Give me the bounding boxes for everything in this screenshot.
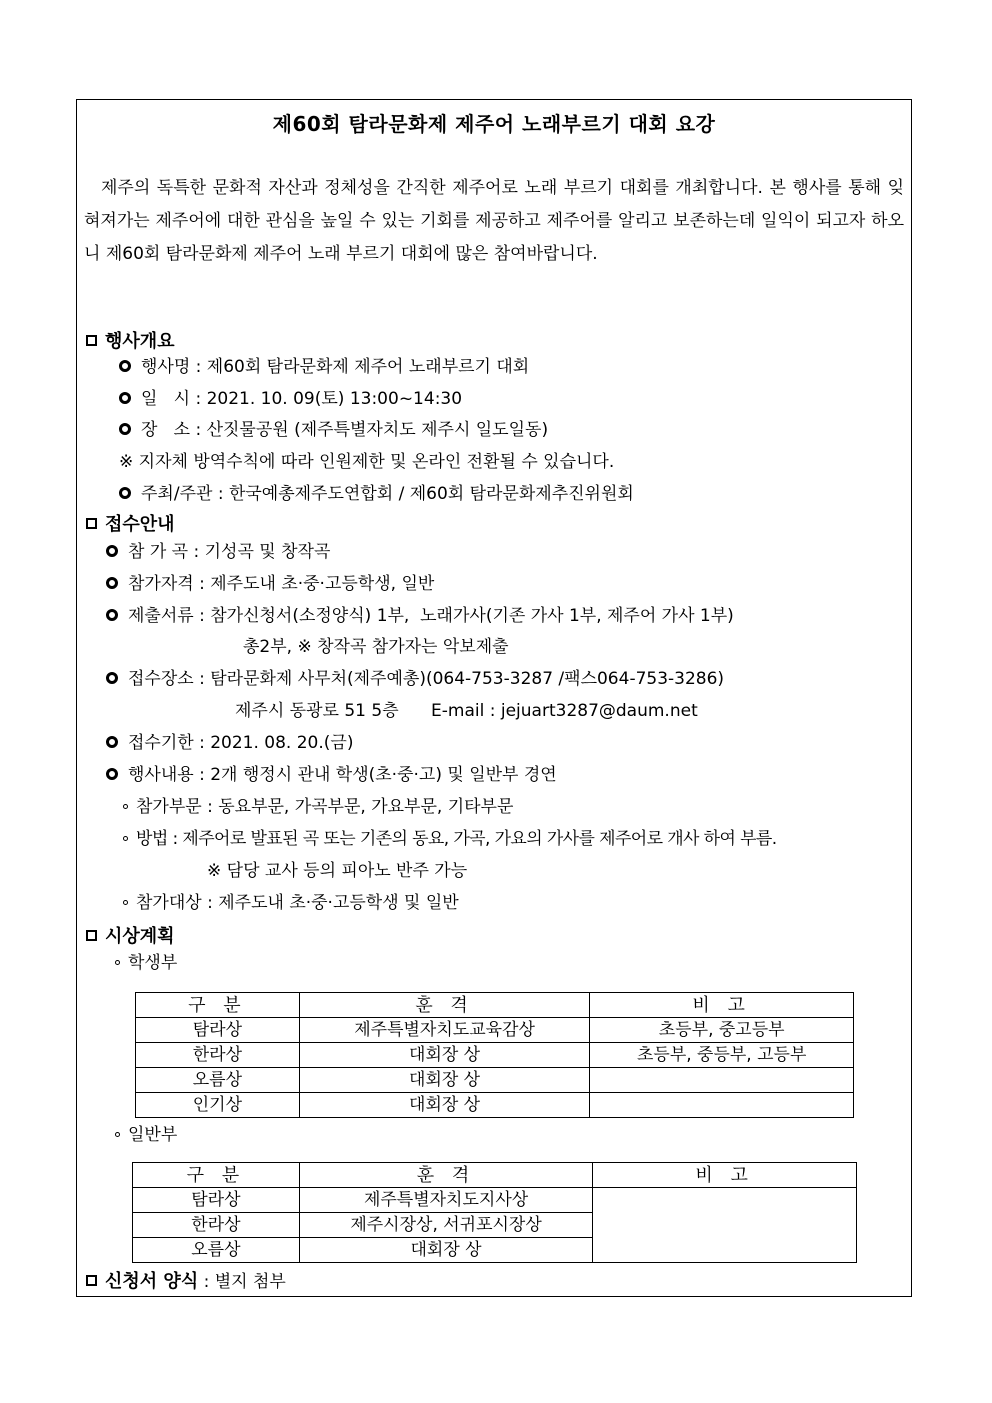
table-cell: 제주시장상, 서귀포시장상 (299, 1213, 593, 1238)
section-application: 신청서 양식 : 별지 첨부 (86, 1270, 286, 1294)
table-header-cell: 비 고 (590, 993, 854, 1018)
small-circle-bullet-icon (115, 960, 120, 965)
table-row (136, 1043, 854, 1068)
awards-student-label: 학생부 (115, 951, 177, 975)
table-row (136, 1018, 854, 1043)
section-registration: 접수안내 (86, 513, 175, 537)
registration-documents: 제출서류 : 참가신청서(소정양식) 1부, 노래가사(기존 가사 1부, 제주어 가사 1부) (106, 604, 734, 628)
table-row (136, 1068, 854, 1093)
document-title: 제60회 탐라문화제 제주어 노래부르기 대회 요강 (272, 112, 716, 136)
intro-text: 제주의 독특한 문화적 자산과 정체성을 간직한 제주어로 노래 부르기 대회를 개최합니다. 본 행사를 통해 잊혀져가는 제주어에 대한 관심을 높일 수 있는 기회를 제공하고 제주어를 알리고 보존하는데 일익이 되고자 하오니 제60회 탐라문화제 제주어 노래 부르기 대회에 많은 참여바랍니다. (84, 178, 904, 264)
awards-general-label: 일반부 (115, 1123, 177, 1147)
table-cell: 한라상 (136, 1043, 300, 1068)
circle-bullet-icon (119, 392, 131, 404)
section-awards: 시상계획 (86, 925, 175, 949)
registration-deadline: 접수기한 : 2021. 08. 20.(금) (106, 731, 353, 755)
square-bullet-icon (86, 1275, 97, 1286)
table-row (133, 1188, 857, 1213)
table-header-cell: 비 고 (593, 1163, 857, 1188)
circle-bullet-icon (106, 672, 118, 684)
registration-songs: 참 가 곡 : 기성곡 및 창작곡 (106, 540, 330, 564)
circle-bullet-icon (106, 768, 118, 780)
overview-event-name: 행사명 : 제60회 탐라문화제 제주어 노래부르기 대회 (119, 355, 529, 379)
table-header-row (133, 1163, 857, 1188)
document-frame (76, 99, 912, 1297)
table-cell: 오름상 (136, 1068, 300, 1093)
registration-method-note: ※ 담당 교사 등의 피아노 반주 가능 (207, 861, 468, 881)
overview-datetime: 일 시 : 2021. 10. 09(토) 13:00~14:30 (119, 387, 462, 411)
circle-bullet-icon (106, 545, 118, 557)
table-cell (590, 1068, 854, 1093)
circle-bullet-icon (106, 736, 118, 748)
small-circle-bullet-icon (115, 1132, 120, 1137)
small-circle-bullet-icon (123, 804, 128, 809)
table-cell: 탐라상 (133, 1188, 300, 1213)
overview-host: 주최/주관 : 한국예총제주도연합회 / 제60회 탐라문화제추진위원회 (119, 482, 634, 506)
small-circle-bullet-icon (123, 836, 128, 841)
registration-content: 행사내용 : 2개 행정시 관내 학생(초·중·고) 및 일반부 경연 (106, 763, 557, 787)
registration-divisions: 참가부문 : 동요부문, 가곡부문, 가요부문, 기타부문 (123, 795, 513, 819)
registration-targets: 참가대상 : 제주도내 초·중·고등학생 및 일반 (123, 891, 459, 915)
table-cell: 대회장 상 (299, 1238, 593, 1263)
circle-bullet-icon (106, 577, 118, 589)
table-header-row (136, 993, 854, 1018)
table-cell: 인기상 (136, 1093, 300, 1118)
table-cell: 제주특별자치도교육감상 (299, 1018, 590, 1043)
table-cell: 대회장 상 (299, 1093, 590, 1118)
table-header-cell: 구 분 (133, 1163, 300, 1188)
square-bullet-icon (86, 930, 97, 941)
student-awards-table (135, 992, 854, 1118)
circle-bullet-icon (119, 487, 131, 499)
table-cell (590, 1093, 854, 1118)
registration-documents-cont: 총2부, ※ 창작곡 참가자는 악보제출 (243, 637, 509, 657)
table-row (136, 1093, 854, 1118)
square-bullet-icon (86, 335, 97, 346)
table-cell: 제주특별자치도지사상 (299, 1188, 593, 1213)
table-cell: 오름상 (133, 1238, 300, 1263)
registration-place: 접수장소 : 탐라문화제 사무처(제주예총)(064-753-3287 /팩스064-753-3286) (106, 667, 724, 691)
intro-paragraph (84, 172, 904, 271)
table-cell: 초등부, 중고등부 (590, 1018, 854, 1043)
table-cell: 초등부, 중등부, 고등부 (590, 1043, 854, 1068)
table-cell: 대회장 상 (299, 1068, 590, 1093)
overview-venue: 장 소 : 산짓물공원 (제주특별자치도 제주시 일도일동) (119, 418, 548, 442)
circle-bullet-icon (119, 360, 131, 372)
square-bullet-icon (86, 518, 97, 529)
general-awards-table (132, 1162, 857, 1263)
table-cell: 탐라상 (136, 1018, 300, 1043)
circle-bullet-icon (106, 609, 118, 621)
table-cell-remarks (593, 1188, 857, 1263)
table-cell: 한라상 (133, 1213, 300, 1238)
table-header-cell: 훈 격 (299, 993, 590, 1018)
small-circle-bullet-icon (123, 900, 128, 905)
registration-place-cont: 제주시 동광로 51 5층 E-mail : jejuart3287@daum.net (235, 701, 698, 721)
table-header-cell: 훈 격 (299, 1163, 593, 1188)
table-header-cell: 구 분 (136, 993, 300, 1018)
overview-note: ※ 지자체 방역수칙에 따라 인원제한 및 온라인 전환될 수 있습니다. (119, 452, 615, 472)
registration-method: 방법 : 제주어로 발표된 곡 또는 기존의 동요, 가곡, 가요의 가사를 제주어로 개사 하여 부름. (123, 827, 777, 851)
section-overview: 행사개요 (86, 330, 175, 354)
table-cell: 대회장 상 (299, 1043, 590, 1068)
registration-eligibility: 참가자격 : 제주도내 초·중·고등학생, 일반 (106, 572, 434, 596)
circle-bullet-icon (119, 423, 131, 435)
